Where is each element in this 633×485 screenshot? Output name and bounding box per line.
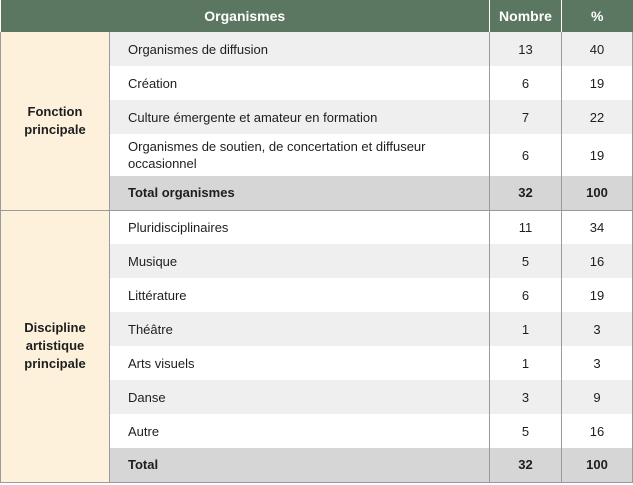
- row-nombre: 5: [490, 414, 562, 448]
- total-label: Total: [110, 448, 490, 482]
- row-nombre: 5: [490, 244, 562, 278]
- row-nombre: 3: [490, 380, 562, 414]
- table-row: [1, 32, 633, 66]
- row-label: Création: [110, 66, 490, 100]
- row-pct: 19: [562, 278, 633, 312]
- row-pct: 19: [562, 134, 633, 176]
- group-label-fonction: Fonction principale: [1, 32, 110, 210]
- row-pct: 3: [562, 346, 633, 380]
- row-pct: 9: [562, 380, 633, 414]
- row-label: Organismes de soutien, de concertation et diffuseur occasionnel: [110, 134, 490, 176]
- row-pct: 22: [562, 100, 633, 134]
- header-organismes: Organismes: [1, 0, 490, 32]
- row-nombre: 11: [490, 210, 562, 244]
- row-nombre: 6: [490, 134, 562, 176]
- row-label: Musique: [110, 244, 490, 278]
- row-pct: 40: [562, 32, 633, 66]
- row-label: Culture émergente et amateur en formation: [110, 100, 490, 134]
- total-label: Total organismes: [110, 176, 490, 210]
- row-nombre: 1: [490, 346, 562, 380]
- table-header-row: [1, 0, 633, 32]
- row-label: Danse: [110, 380, 490, 414]
- row-pct: 16: [562, 244, 633, 278]
- row-nombre: 7: [490, 100, 562, 134]
- row-nombre: 6: [490, 278, 562, 312]
- table-row: [1, 210, 633, 244]
- row-pct: 19: [562, 66, 633, 100]
- row-nombre: 1: [490, 312, 562, 346]
- header-nombre: Nombre: [490, 0, 562, 32]
- row-nombre: 6: [490, 66, 562, 100]
- row-pct: 34: [562, 210, 633, 244]
- total-nombre: 32: [490, 448, 562, 482]
- row-label: Arts visuels: [110, 346, 490, 380]
- row-pct: 16: [562, 414, 633, 448]
- row-label: Littérature: [110, 278, 490, 312]
- row-label: Autre: [110, 414, 490, 448]
- header-pct: %: [562, 0, 633, 32]
- row-label: Organismes de diffusion: [110, 32, 490, 66]
- total-nombre: 32: [490, 176, 562, 210]
- row-label: Pluridisciplinaires: [110, 210, 490, 244]
- group-label-discipline: Discipline artistique principale: [1, 210, 110, 482]
- total-pct: 100: [562, 448, 633, 482]
- row-label: Théâtre: [110, 312, 490, 346]
- row-nombre: 13: [490, 32, 562, 66]
- row-pct: 3: [562, 312, 633, 346]
- total-pct: 100: [562, 176, 633, 210]
